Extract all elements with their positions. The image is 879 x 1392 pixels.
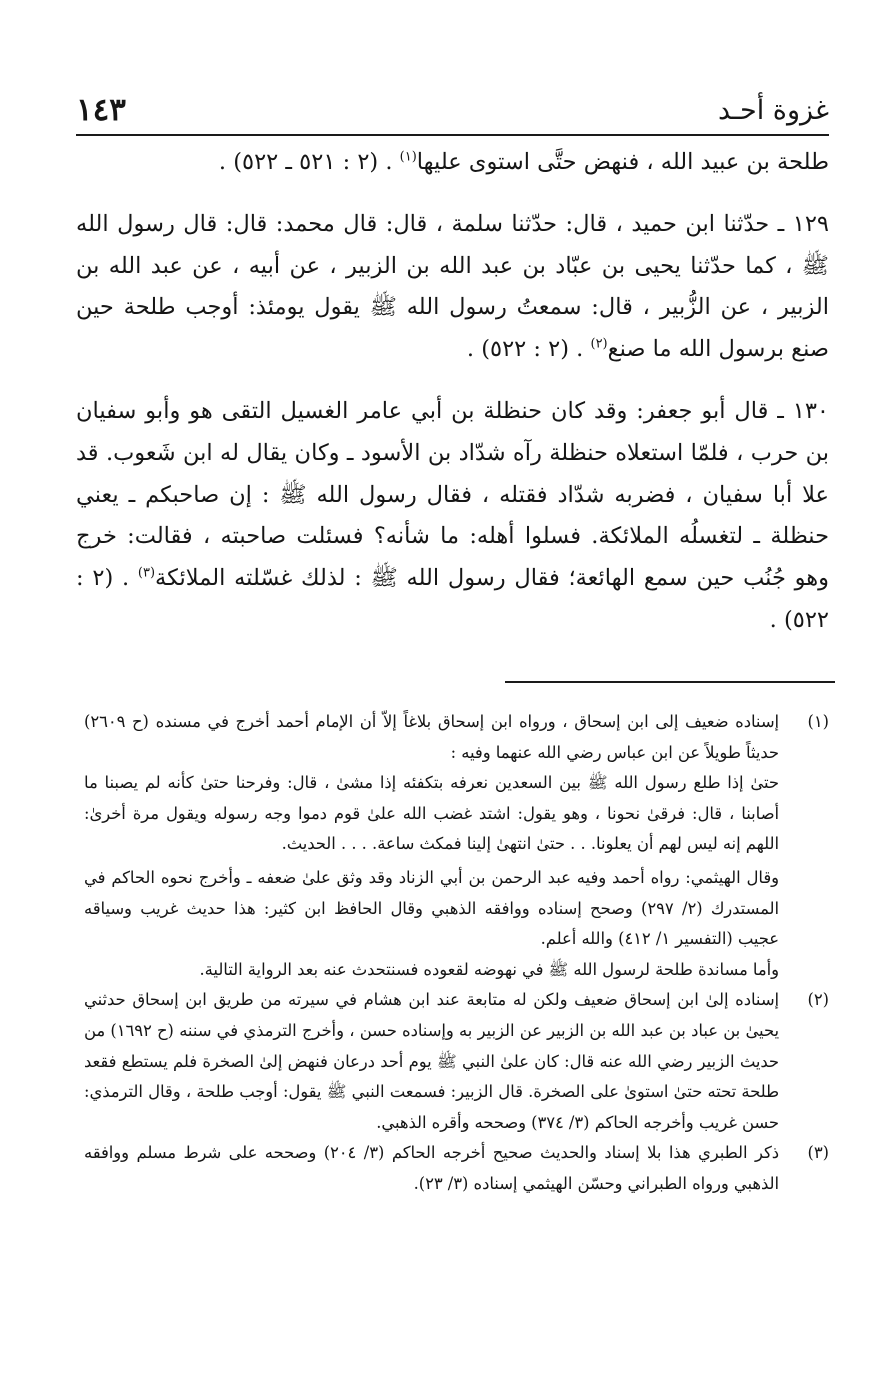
citation: . (٢ : ٥٢٢) . <box>466 336 584 363</box>
paragraph-130 <box>76 391 829 642</box>
paragraph-129 <box>76 204 829 371</box>
paragraph-text: طلحة بن عبيد الله ، فنهض حتَّى استوى عليها <box>416 149 829 175</box>
footnote-paragraph: إسناده ضعيف إلى ابن إسحاق ، ورواه ابن إسحاق بلاغاً إلاّ أن الإمام أحمد أخرج في مسنده (ح ٢٦٠٩) حديثاً طويلاً عن ابن عباس رضي الله عنهما وفيه : <box>84 712 779 762</box>
footnote-ref[interactable]: (١) <box>399 149 417 165</box>
footnote-paragraph: إسناده إلىٰ ابن إسحاق ضعيف ولكن له متابعة عند ابن هشام في سيرته من طريق ابن إسحاق حدثني يحيىٰ بن عباد بن عبد الله بن الزبير عن الزبير به وإسناده حسن ، وأخرج الترمذي في سننه (ح ١٦٩٢) من حديث الزبير رضي الله عنه قال: كان علىٰ النبي ﷺ يوم أحد درعان فنهض إلىٰ الصخرة فلم يستطع فقعد طلحة تحته حتىٰ استوىٰ على الصخرة. قال الزبير: فسمعت النبي ﷺ يقول: أوجب طلحة ، وقال الترمذي: حسن غريب وأخرجه الحاكم (٣/ ٣٧٤) وصححه وأقره الذهبي. <box>84 990 779 1132</box>
running-header <box>76 88 829 132</box>
citation: . (٢ : ٥٢١ ـ ٥٢٢) . <box>218 149 393 175</box>
citation: . (٢ : ٥٢٢) . <box>76 565 829 633</box>
footnote-paragraph: ذكر الطبري هذا بلا إسناد والحديث صحيح أخرجه الحاكم (٣/ ٢٠٤) وصححه على شرط مسلم ووافقه الذهبي ورواه الطبراني وحسّن الهيثمي إسناده (٣/ ٢٣). <box>84 1143 779 1193</box>
footnote-text <box>84 985 779 1138</box>
footnote-ref[interactable]: (٢) <box>590 336 608 352</box>
paragraph-text: ١٢٩ ـ حدّثنا ابن حميد ، قال: حدّثنا سلمة ، قال: قال محمد: قال: قال رسول الله ﷺ ، كما حدّثنا يحيى بن عبّاد بن عبد الله بن الزبير ، عن أبيه ، عن عبد الله بن الزبير ، عن الزُّبير ، قال: سمعتُ رسول الله ﷺ يقول يومئذ: أوجب طلحة حين صنع برسول الله ما صنع <box>76 210 829 363</box>
footnote-3 <box>84 1138 829 1199</box>
footnote-paragraph: وأما مساندة طلحة لرسول الله ﷺ في نهوضه لقعوده فسنتحدث عنه بعد الرواية التالية. <box>199 959 779 979</box>
footnote-2 <box>84 985 829 1138</box>
footnote-text <box>84 1138 779 1199</box>
footnote-number: (٣) <box>807 1143 829 1163</box>
paragraph-text: ١٣٠ ـ قال أبو جعفر: وقد كان حنظلة بن أبي عامر الغسيل التقى هو وأبو سفيان بن حرب ، فلمّا استعلاه حنظلة رآه شدّاد بن الأسود ـ وكان يقال له ابن شَعوب. قد علا أبا سفيان ، فضربه شدّاد فقتله ، فقال رسول الله ﷺ : إن صاحبكم ـ يعني حنظلة ـ لتغسلُه الملائكة. فسلوا أهله: ما شأنه؟ فسئلت صاحبته ، فقالت: خرج وهو جُنُب حين سمع الهائعة؛ فقال رسول الله ﷺ : لذلك غسّلته الملائكة <box>76 397 829 592</box>
footnotes-separator <box>505 681 835 683</box>
footnote-quote: حتىٰ إذا طلع رسول الله ﷺ بين السعدين نعرفه بتكفئه إذا مشىٰ ، قال: وفرحنا حتىٰ كأنه لم يصبنا ما أصابنا ، قال: فرقىٰ نحونا ، وهو يقول: اشتد غضب الله علىٰ قوم دموا وجه رسوله ويقول مرة أخرىٰ: اللهم إنه ليس لهم أن يعلونا. . . حتىٰ انتهىٰ إلينا فمكث ساعة. . . . الحديث. <box>84 773 779 854</box>
header-rule <box>76 134 829 136</box>
footnote-ref[interactable]: (٣) <box>137 565 156 581</box>
running-title: غزوة أحـد <box>717 94 829 126</box>
footnote-number: (٢) <box>807 990 829 1010</box>
footnotes <box>84 707 829 1200</box>
main-text <box>76 142 829 642</box>
paragraph-continuation <box>76 142 829 184</box>
footnote-paragraph: وقال الهيثمي: رواه أحمد وفيه عبد الرحمن بن أبي الزناد وقد وثق علىٰ ضعفه ـ وأخرج نحوه الحاكم في المستدرك (٢/ ٢٩٧) وصحح إسناده ووافقه الذهبي وقال الحافظ ابن كثير: هذا حديث غريب وسياقه عجيب (التفسير ١/ ٤١٢) والله أعلم. <box>84 867 780 949</box>
footnote-1 <box>84 707 829 985</box>
page-number: ١٤٣ <box>76 92 126 128</box>
footnote-number: (١) <box>807 712 829 731</box>
footnote-text <box>84 707 779 985</box>
